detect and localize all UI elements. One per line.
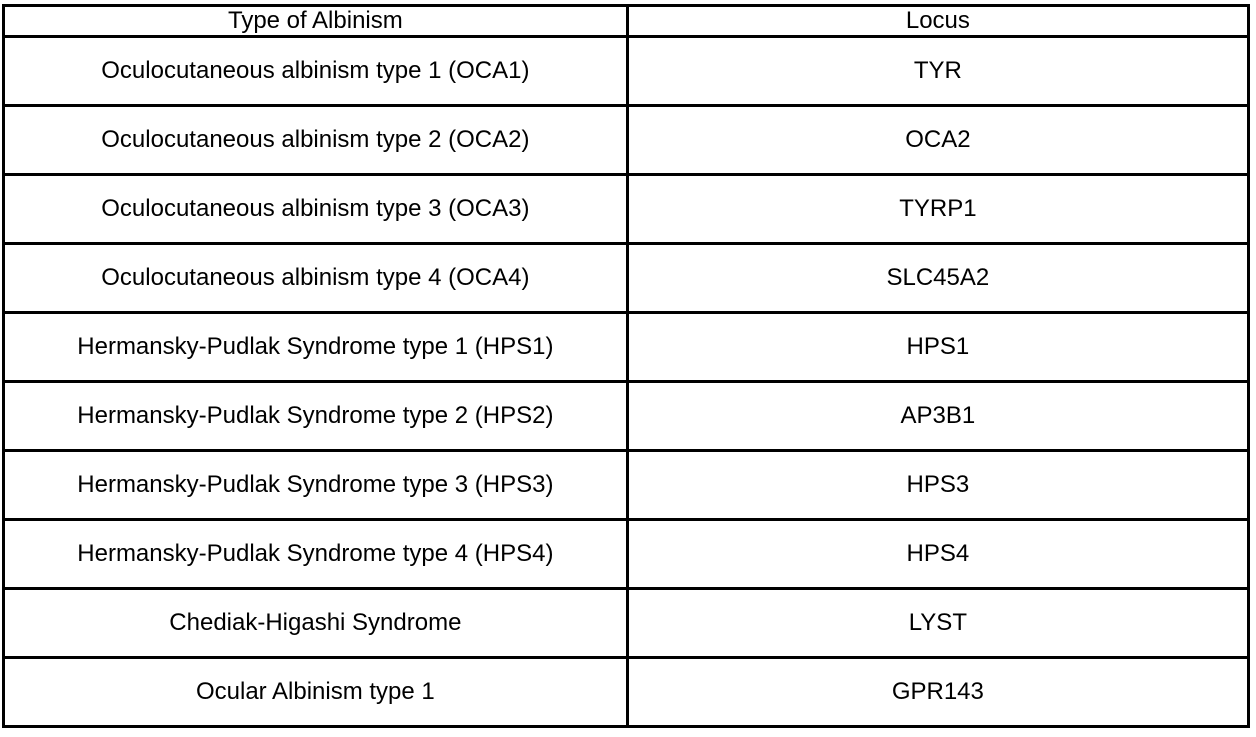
cell-locus: HPS4 [627,520,1248,589]
table-row [4,106,1249,175]
table-header-row [4,6,1249,37]
table-row [4,658,1249,727]
table-row [4,589,1249,658]
table-row [4,37,1249,106]
cell-albinism-type: Oculocutaneous albinism type 4 (OCA4) [4,244,628,313]
cell-albinism-type: Hermansky-Pudlak Syndrome type 4 (HPS4) [4,520,628,589]
cell-locus: HPS1 [627,313,1248,382]
cell-albinism-type: Hermansky-Pudlak Syndrome type 3 (HPS3) [4,451,628,520]
cell-locus: OCA2 [627,106,1248,175]
table-row [4,451,1249,520]
cell-locus: AP3B1 [627,382,1248,451]
table-row [4,520,1249,589]
cell-locus: TYR [627,37,1248,106]
albinism-locus-table [2,4,1250,728]
cell-albinism-type: Hermansky-Pudlak Syndrome type 1 (HPS1) [4,313,628,382]
cell-albinism-type: Chediak-Higashi Syndrome [4,589,628,658]
header-locus: Locus [627,6,1248,37]
cell-locus: GPR143 [627,658,1248,727]
cell-locus: TYRP1 [627,175,1248,244]
table-row [4,175,1249,244]
header-type-of-albinism: Type of Albinism [4,6,628,37]
cell-albinism-type: Hermansky-Pudlak Syndrome type 2 (HPS2) [4,382,628,451]
table-row [4,382,1249,451]
cell-locus: LYST [627,589,1248,658]
table-row [4,313,1249,382]
table-row [4,244,1249,313]
cell-albinism-type: Oculocutaneous albinism type 3 (OCA3) [4,175,628,244]
cell-albinism-type: Oculocutaneous albinism type 2 (OCA2) [4,106,628,175]
cell-locus: SLC45A2 [627,244,1248,313]
cell-locus: HPS3 [627,451,1248,520]
cell-albinism-type: Oculocutaneous albinism type 1 (OCA1) [4,37,628,106]
cell-albinism-type: Ocular Albinism type 1 [4,658,628,727]
